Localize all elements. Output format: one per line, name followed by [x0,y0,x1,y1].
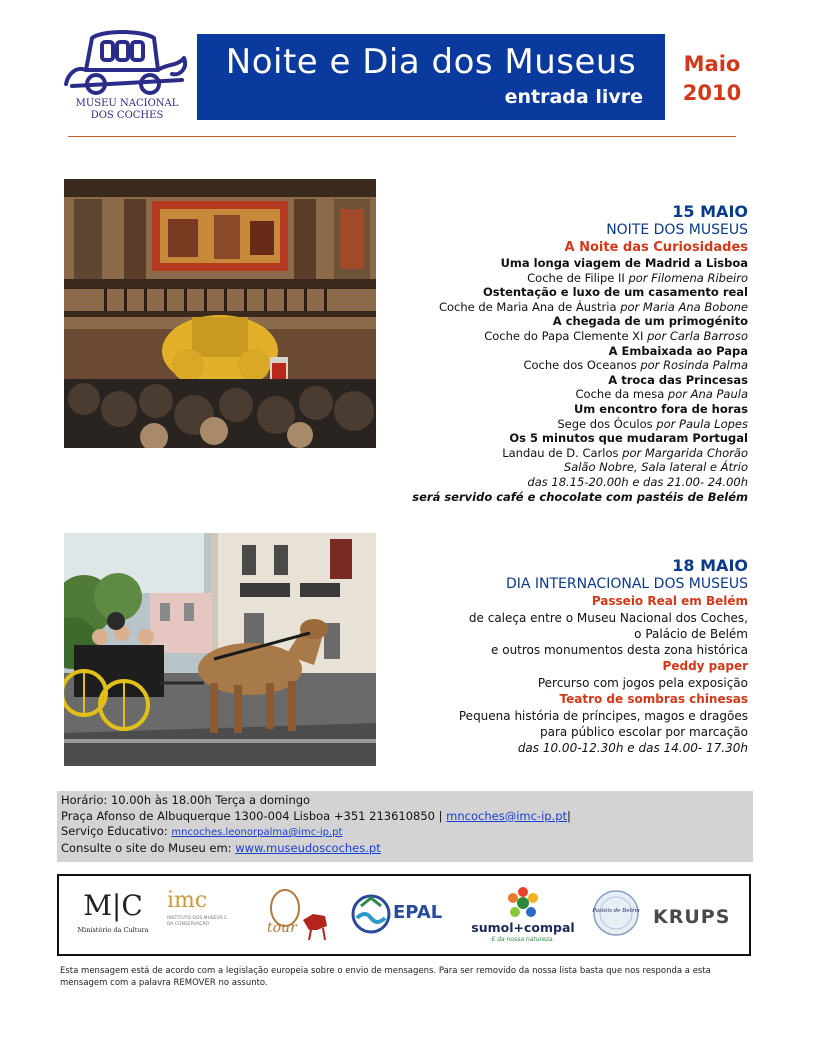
event1-date: 15 MAIO [672,202,748,221]
activity-line: o Palácio de Belém [634,627,748,641]
website-link[interactable]: www.museudoscoches.pt [235,840,381,855]
item-coach: Landau de D. Carlos por Margarida Chorão [502,445,748,460]
page-title: Noite e Dia dos Museus [225,42,637,82]
photo-night-hall [64,179,376,448]
email-link[interactable]: mncoches@imc-ip.pt [446,808,568,823]
activity-line: e outros monumentos desta zona histórica [491,643,748,657]
photo-carriage-ride [64,533,376,766]
sumol-compal-logo: sumol+compal E da nossa natureza. [463,886,583,944]
event1-subtitle: A Noite das Curiosidades [564,240,748,255]
event-15-maio [412,202,748,504]
event1-hours: das 18.15-20.00h e das 21.00- 24.00h [527,474,748,489]
month-label: Maio [683,52,741,76]
activity-title: Teatro de sombras chinesas [559,692,748,706]
activity-title: Peddy paper [662,659,748,673]
item-title: Uma longa viagem de Madrid a Lisboa [500,256,748,270]
activity-line: Pequena história de príncipes, magos e dragões [458,709,748,723]
event2-name: DIA INTERNACIONAL DOS MUSEUS [505,576,748,592]
logo-line-1: MUSEU NACIONAL [75,98,179,109]
activity-line: Percurso com jogos pela exposição [537,676,748,690]
carriage-icon [62,28,192,100]
address-line: Praça Afonso de Albuquerque 1300-004 Lisboa +351 213610850 | mncoches@imc-ip.pt| [61,808,571,823]
item-coach: Coche da mesa por Ana Paula [575,387,748,402]
contact-info-box [57,791,753,862]
education-service: Serviço Educativo: mncoches.leonorpalma@imc-ip.pt [61,824,343,838]
qtour-logo: tour [255,886,335,944]
event-18-maio [459,556,748,756]
item-coach: Coche do Papa Clemente XI por Carla Barroso [484,328,748,343]
item-title: A chegada de um primogénito [552,314,748,329]
item-title: Ostentação e luxo de um casamento real [482,285,748,300]
item-coach: Coche dos Oceanos por Rosinda Palma [523,358,748,373]
item-title: A Embaixada ao Papa [608,343,748,358]
header-divider [68,136,736,137]
item-coach: Sege dos Óculos por Paula Lopes [557,416,748,431]
pasteis-belem-logo: Pastéis de Belém [589,886,643,944]
museum-logo [62,28,192,123]
event2-hours: das 10.00-12.30h e das 14.00- 17.30h [517,741,748,755]
item-coach: Coche de Maria Ana de Áustria por Maria Ana Bobone [438,299,748,314]
free-entry-label: entrada livre [504,86,643,108]
logo-line-2: DOS COCHES [90,110,164,121]
event1-location: Salão Nobre, Sala lateral e Átrio [563,460,748,475]
event2-date: 18 MAIO [672,556,748,575]
event1-note: será servido café e chocolate com pastéis de Belém [412,489,748,504]
item-coach: Coche de Filipe II por Filomena Ribeiro [527,270,748,285]
opening-hours: Horário: 10.00h às 18.00h Terça a domingo [61,793,311,807]
activity-line: para público escolar por marcação [539,725,748,739]
title-banner [197,34,665,120]
item-title: A troca das Princesas [608,372,748,387]
activity-title: Passeio Real em Belém [591,594,748,608]
item-title: Os 5 minutos que mudaram Portugal [509,431,748,446]
year-label: 2010 [682,81,742,105]
krups-logo: KRUPS [653,906,731,928]
unsubscribe-disclaimer: Esta mensagem está de acordo com a legislação europeia sobre o envio de mensagens. Para ser removido da nossa lista basta que nos responda a esta mensagem com a palavra REMOVER no assunto. [60,966,711,988]
ministerio-cultura-logo: M|C Ministério da Cultura [77,889,149,934]
epal-wave-icon [351,892,391,936]
imc-logo: imc INSTITUTO DOS MUSEUS E DA CONSERVAÇÃO [167,888,227,927]
education-email-link[interactable]: mncoches.leonorpalma@imc-ip.pt [171,827,343,838]
sponsors-strip [57,874,751,956]
website-line: Consulte o site do Museu em: www.museudoscoches.pt [61,840,381,855]
sumol-flower-icon [503,886,543,920]
month-year [672,50,752,108]
activity-line: de caleça entre o Museu Nacional dos Coches, [468,611,748,625]
item-title: Um encontro fora de horas [573,401,748,416]
epal-logo: EPAL [351,886,451,944]
event1-name: NOITE DOS MUSEUS [606,222,748,238]
